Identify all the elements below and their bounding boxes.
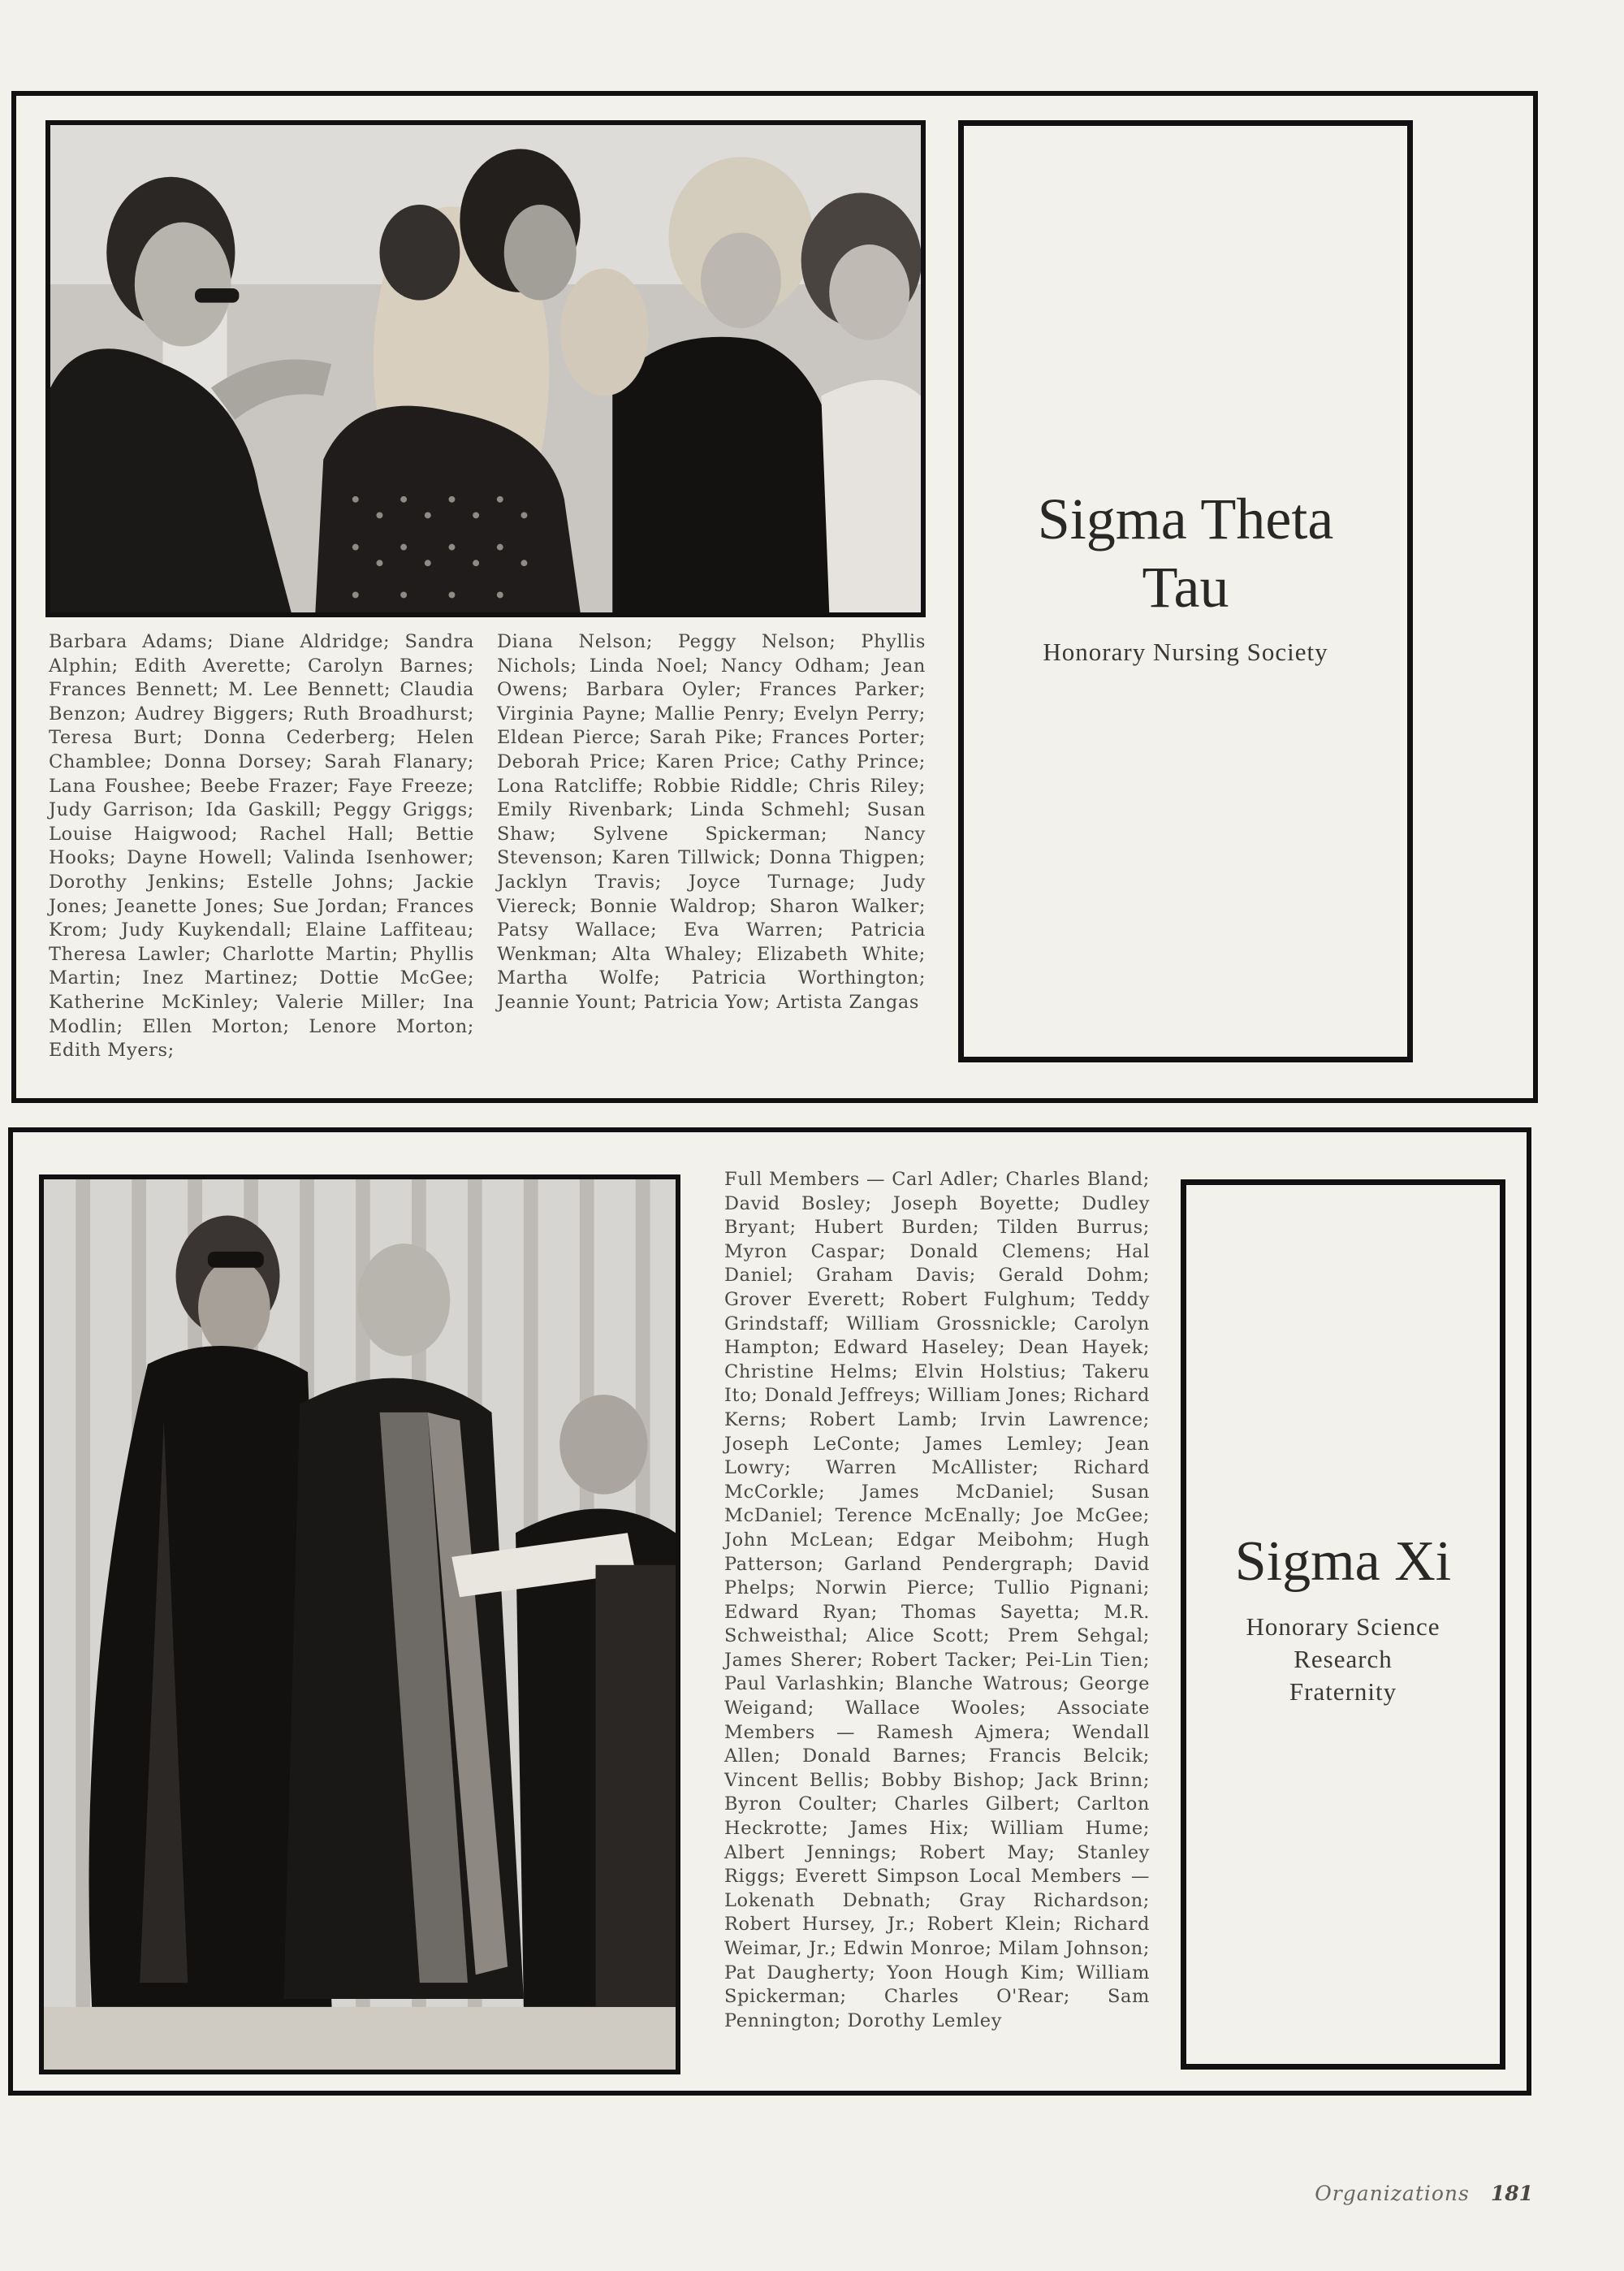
sigma-theta-tau-subtitle: Honorary Nursing Society: [1043, 638, 1328, 666]
sigma-theta-tau-title-line1: Sigma Theta: [1037, 487, 1334, 552]
page-footer: [1315, 2182, 1533, 2205]
sigma-xi-roster: Full Members — Carl Adler; Charles Bland; David Bosley; Joseph Boyette; Dudley Bryant; Hubert Burden; Tilden Burrus; Myron Caspar; Donald Clemens; Hal Daniel; Graham Davis; Gerald Dohm; Grover Everett; Robert Fulghum; Teddy Grindstaff; William Grossnickle; Carolyn Hampton; Edward Haseley; Dean Hayek; Christine Helms; Elvin Holstius; Takeru Ito; Donald Jeffreys; William Jones; Richard Kerns; Robert Lamb; Irvin Lawrence; Joseph LeConte; James Lemley; Jean Lowry; Warren McAllister; Richard McCorkle; James McDaniel; Susan McDaniel; Terence McEnally; Joe McGee; John McLean; Edgar Meibohm; Hugh Patterson; Garland Pendergraph; David Phelps; Norwin Pierce; Tullio Pignani; Edward Ryan; Thomas Sayetta; M.R. Schweisthal; Alice Scott; Prem Sehgal; James Sherer; Robert Tacker; Pei-Lin Tien; Paul Varlashkin; Blanche Watrous; George Weigand; Wallace Wooles; Associate Members — Ramesh Ajmera; Wendall Allen; Donald Barnes; Francis Belcik; Vincent Bellis; Bobby Bishop; Jack Brinn; Byron Coulter; Charles Gilbert; Carlton Heckrotte; James Hix; William Hume; Albert Jennings; Robert May; Stanley Riggs; Everett Simpson Local Members — Lokenath Debnath; Gray Richardson; Robert Hursey, Jr.; Robert Klein; Richard Weimar, Jr.; Edwin Monroe; Milam Johnson; Pat Daugherty; Yoon Hough Kim; William Spickerman; Charles O'Rear; Sam Pennington; Dorothy Lemley: [724, 1169, 1150, 2031]
sigma-theta-tau-roster-col2: Diana Nelson; Peggy Nelson; Phyllis Nichols; Linda Noel; Nancy Odham; Jean Owens; Barbara Oyler; Frances Parker; Virginia Payne; Mallie Penry; Evelyn Perry; Eldean Pierce; Sarah Pike; Frances Porter; Deborah Price; Karen Price; Cathy Prince; Lona Ratcliffe; Robbie Riddle; Chris Riley; Emily Rivenbark; Linda Schmehl; Susan Shaw; Sylvene Spickerman; Nancy Stevenson; Karen Tillwick; Donna Thigpen; Jacklyn Travis; Joyce Turnage; Judy Viereck; Bonnie Waldrop; Sharon Walker; Patsy Wallace; Eva Warren; Patricia Wenkman; Alta Whaley; Elizabeth White; Martha Wolfe; Patricia Worthington; Jeannie Yount; Patricia Yow; Artista Zangas: [497, 631, 926, 1013]
sigma-xi-subtitle-line1: Honorary Science: [1246, 1612, 1440, 1641]
nursing-pinning-photo: [45, 120, 926, 617]
sigma-xi-title-box: [1181, 1179, 1505, 2070]
sigma-xi-title: Sigma Xi: [1234, 1530, 1452, 1593]
sigma-theta-tau-roster-col1: Barbara Adams; Diane Aldridge; Sandra Alphin; Edith Averette; Carolyn Barnes; Frances Bennett; M. Lee Bennett; Claudia Benzon; Audrey Biggers; Ruth Broadhurst; Teresa Burt; Donna Cederberg; Helen Chamblee; Donna Dorsey; Sarah Flanary; Lana Foushee; Beebe Frazer; Faye Freeze; Judy Garrison; Ida Gaskill; Peggy Griggs; Louise Haigwood; Rachel Hall; Bettie Hooks; Dayne Howell; Valinda Isenhower; Dorothy Jenkins; Estelle Johns; Jackie Jones; Jeanette Jones; Sue Jordan; Frances Krom; Judy Kuykendall; Elaine Laffiteau; Theresa Lawler; Charlotte Martin; Phyllis Martin; Inez Martinez; Dottie McGee; Katherine McKinley; Valerie Miller; Ina Modlin; Ellen Morton; Lenore Morton; Edith Myers;: [49, 631, 474, 1062]
sigma-theta-tau-title-box: [958, 120, 1413, 1062]
sigma-xi-subtitle-line3: Fraternity: [1289, 1677, 1397, 1706]
academic-regalia-photo: [39, 1174, 680, 2074]
sigma-xi-subtitle-line2: Research: [1294, 1645, 1393, 1673]
sigma-theta-tau-title-line2: Tau: [1142, 555, 1229, 620]
footer-section-name: Organizations: [1315, 2182, 1470, 2205]
page-number: 181: [1490, 2182, 1533, 2205]
